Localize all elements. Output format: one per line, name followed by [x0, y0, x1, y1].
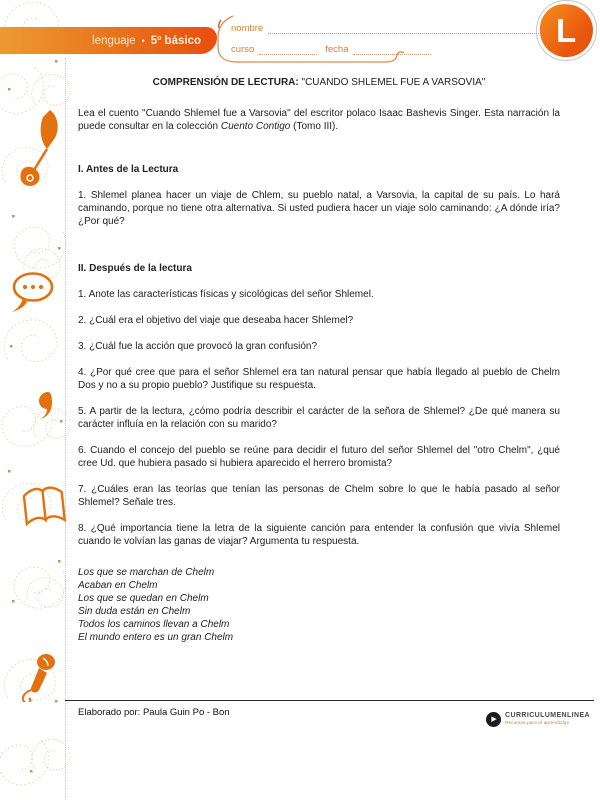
curriculum-en-linea-logo — [486, 712, 590, 727]
microphone-icon — [16, 650, 60, 702]
curso-fecha-field — [231, 43, 441, 55]
question-after-1: 1. Anote las características físicas y sicológicas del señor Shlemel. — [78, 289, 374, 300]
song-line: Sin duda están en Chelm — [78, 606, 191, 617]
song-line: Los que se quedan en Chelm — [78, 593, 209, 604]
curso-label: curso — [231, 44, 255, 55]
nombre-label: nombre — [231, 23, 264, 34]
intro-text-1: Lea el cuento "Cuando Shlemel fue a Varsovia" del escritor polaco Isaac Bashevis Singer. Esta narración la puede consultar en la colección — [78, 108, 560, 132]
brand-letter: L — [556, 12, 577, 50]
section-heading-after-reading: II. Después de la lectura — [78, 263, 192, 274]
page-title — [78, 76, 560, 89]
song-line: Los que se marchan de Chelm — [78, 567, 215, 578]
fecha-label: fecha — [325, 44, 349, 55]
question-after-5: 5. A partir de la lectura, ¿cómo podría describir el carácter de la señora de Shlemel? ¿De qué manera su carácter influía en la relación con su marido? — [78, 406, 560, 430]
speech-bubble-icon — [10, 270, 56, 316]
student-fields-bracket — [185, 10, 430, 70]
fecha-write-line — [353, 43, 431, 55]
section-heading-before-reading: I. Antes de la Lectura — [78, 164, 179, 175]
intro-paragraph — [78, 107, 560, 133]
question-before-1: 1. Shlemel planea hacer un viaje de Chlem, su pueblo natal, a Varsovia, la capital de su país. Lo hará caminando, porque no tiene otra alternativa. Si usted pudiera hacer un viaje solo caminando: ¿A dónde iría? ¿Por qué? — [78, 190, 560, 227]
comma-icon — [36, 390, 56, 422]
question-after-2: 2. ¿Cuál era el objetivo del viaje que deseaba hacer Shlemel? — [78, 315, 354, 326]
logo-tagline: Recursos para el aprendizaje — [505, 720, 570, 725]
nombre-write-line — [268, 22, 553, 34]
question-after-4: 4. ¿Por qué cree que para el señor Shlemel era tan natural pensar que había llegado al pueblo de Chelm Dos y no a su propio pueblo? Justifique su respuesta. — [78, 367, 560, 391]
question-after-3: 3. ¿Cuál fue la acción que provocó la gran confusión? — [78, 341, 318, 352]
logo-wordmark: CURRICULUMENLINEA — [505, 712, 590, 719]
footer-divider — [65, 700, 594, 701]
intro-text-2: (Tomo III). — [290, 121, 339, 132]
nombre-field — [231, 22, 553, 34]
question-after-7: 7. ¿Cuáles eran las teorías que tenían las personas de Chelm sobre lo que le había pasado al señor Shlemel? Señale tres. — [78, 484, 560, 508]
banner-grade: 5º básico — [150, 34, 201, 47]
song-lyrics — [78, 566, 560, 644]
pen-icon — [14, 108, 64, 190]
author-credit: Elaborado por: Paula Guin Po - Bon — [78, 707, 230, 718]
song-line: Todos los caminos llevan a Chelm — [78, 619, 230, 630]
title-story: "CUANDO SHLEMEL FUE A VARSOVIA" — [301, 77, 486, 88]
intro-collection-title: Cuento Contigo — [220, 121, 291, 132]
curso-write-line — [259, 43, 317, 55]
question-after-8: 8. ¿Qué importancia tiene la letra de la siguiente canción para entender la confusión que vivía Shlemel cuando le volvían las ganas de viajar? Argumenta tu respuesta. — [78, 523, 560, 547]
banner-bullet: • — [141, 35, 145, 46]
open-book-icon — [20, 480, 68, 530]
worksheet-content — [78, 76, 560, 644]
margin-dotted-divider — [65, 58, 66, 800]
brand-letter-badge — [538, 2, 595, 59]
title-label: COMPRENSIÓN DE LECTURA: — [152, 77, 299, 88]
question-after-6: 6. Cuando el concejo del pueblo se reúne para decidir el futuro del señor Shlemel del "otro Chelm", ¿qué cree Ud. que hubiera pasado si hubiera aparecido el herrero bromista? — [78, 445, 560, 469]
banner-subject: lenguaje — [92, 34, 136, 47]
song-line: Acaban en Chelm — [78, 580, 158, 591]
song-line: El mundo entero es un gran Chelm — [78, 632, 234, 643]
play-icon: ▶ — [486, 712, 501, 727]
